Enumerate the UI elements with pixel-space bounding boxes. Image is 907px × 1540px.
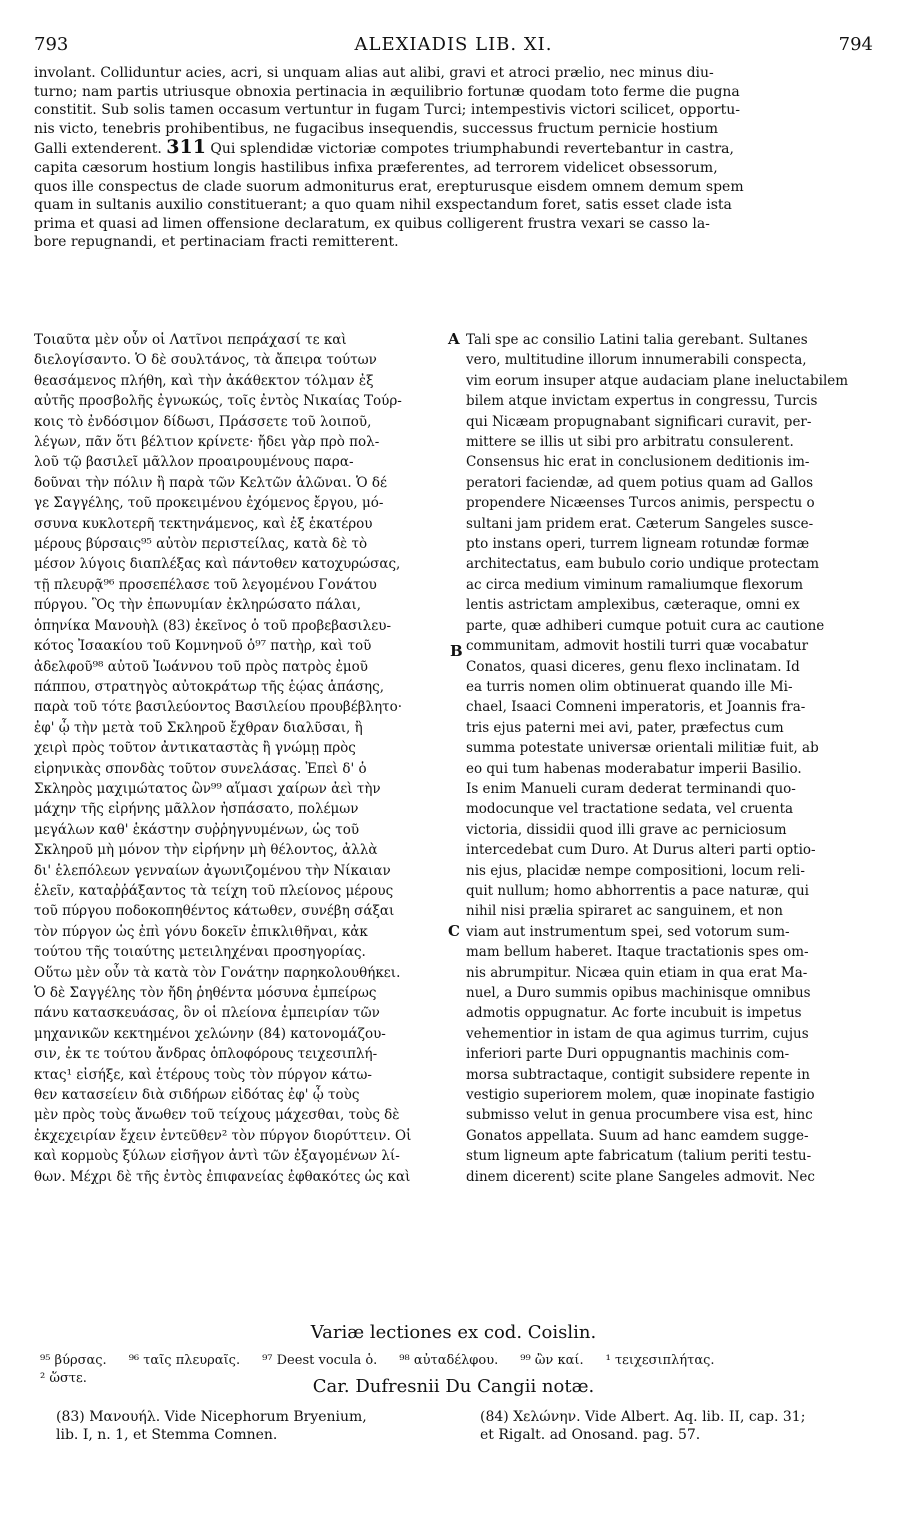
greek-line: Τοιαῦτα μὲν οὖν οἱ Λατῖνοι πεπράχασί τε καὶ bbox=[34, 332, 347, 348]
top-line: constitit. Sub solis tamen occasum vertuntur in fugam Turci; intempestivis victori scilicet, opportu- bbox=[34, 102, 740, 119]
top-line-with-marker bbox=[34, 138, 872, 159]
greek-line: θων. Μέχρι δὲ τῆς ἐντὸς ἐπιφανείας ἐφθακότες ὡς καὶ bbox=[34, 1168, 411, 1185]
variant-readings-line bbox=[40, 1352, 870, 1370]
running-title: ALEXIADIS LIB. XI. bbox=[354, 34, 553, 55]
greek-line: παρὰ τοῦ τότε βασιλεύοντος Βασιλείου προυβέβλητο· bbox=[34, 699, 403, 716]
top-line: turno; nam partis utriusque obnoxia pertinacia in æquilibrio fortunæ quodam toto ferme die pugna bbox=[34, 83, 740, 100]
latin-line: peratori faciendæ, ad quem potius quam ad Gallos bbox=[466, 474, 814, 491]
latin-line: vero, multitudine illorum innumerabili conspecta, bbox=[466, 352, 807, 369]
greek-line: μάχην τῆς εἰρήνης μᾶλλον ἠσπάσατο, πολέμων bbox=[34, 801, 359, 818]
greek-line: ἐφ' ᾧ τὴν μετὰ τοῦ Σκληροῦ ἔχθραν διαλῦσαι, ἢ bbox=[34, 719, 363, 736]
greek-line: μεγάλων καθ' ἑκάστην συῤῥηγνυμένων, ὡς τοῦ bbox=[34, 821, 360, 838]
top-line: bore repugnandi, et pertinaciam fracti remitterent. bbox=[34, 234, 399, 251]
greek-line: ἀδελφοῦ⁹⁸ αὐτοῦ Ἰωάννου τοῦ πρὸς πατρὸς ἐμοῦ bbox=[34, 658, 368, 675]
greek-line: μέρους βύρσαις⁹⁵ αὐτὸν περιστείλας, κατὰ δὲ τὸ bbox=[34, 536, 368, 553]
greek-line: τὸν πύργον ὡς ἐπὶ γόνυ δοκεῖν ἐπικλιθῆναι, κἀκ bbox=[34, 923, 368, 940]
greek-line: διελογίσαντο. Ὁ δὲ σουλτάνος, τὰ ἄπειρα τούτων bbox=[34, 352, 377, 369]
note-line: et Rigalt. ad Onosand. pag. 57. bbox=[480, 1427, 701, 1443]
greek-line: κοις τὸ ἐνδόσιμον δίδωσι, Πράσσετε τοῦ λοιποῦ, bbox=[34, 413, 372, 430]
latin-line: intercedebat cum Duro. At Durus alteri parti optio- bbox=[466, 842, 816, 859]
margin-letter-b: B bbox=[450, 642, 463, 660]
latin-line: qui Nicæam propugnabant significari curavit, per- bbox=[466, 413, 812, 430]
variant-item: ⁹⁶ ταῖς πλευραῖς. bbox=[128, 1353, 241, 1368]
greek-line: λέγων, πᾶν ὅτι βέλτιον κρίνετε· ἤδει γὰρ πρὸ πολ- bbox=[34, 434, 380, 451]
greek-line: λοῦ τῷ βασιλεῖ μᾶλλον προαιρουμένους παρα- bbox=[34, 454, 354, 471]
note-84 bbox=[480, 1408, 880, 1444]
greek-text-column bbox=[34, 330, 442, 1187]
top-line: nis victo, tenebris prohibentibus, ne fugacibus insequendis, successus fructum pernicie hostium bbox=[34, 120, 719, 137]
note-line: (84) Χελώνην. Vide Albert. Aq. lib. II, cap. 31; bbox=[480, 1409, 806, 1425]
latin-line: chael, Isaaci Comneni imperatoris, et Joannis fra- bbox=[466, 699, 806, 716]
latin-line: eo qui tum habenas moderabatur imperii Basilio. bbox=[466, 760, 802, 777]
greek-line: τῇ πλευρᾷ⁹⁶ προσεπέλασε τοῦ λεγομένου Γονάτου bbox=[34, 576, 377, 593]
latin-line: vim eorum insuper atque audaciam plane ineluctabilem bbox=[466, 372, 849, 389]
margin-letter-a: A bbox=[448, 330, 460, 348]
latin-line: vehementior in istam de qua agimus turrim, cujus bbox=[466, 1025, 809, 1042]
latin-line: architectatus, eam bubulo corio undique protectam bbox=[466, 556, 820, 573]
greek-line: κτας¹ εἰσήξε, καὶ ἑτέρους τοὺς τὸν πύργον κάτω- bbox=[34, 1066, 372, 1083]
margin-letter-c: C bbox=[448, 922, 460, 940]
greek-line: εἰρηνικὰς σπονδὰς τοῦτον συνελάσας. Ἐπεὶ δ' ὁ bbox=[34, 760, 367, 777]
top-line: quos ille conspectus de clade suorum admoniturus erat, erepturusque eisdem omnem demum spem bbox=[34, 178, 744, 195]
greek-line: χειρὶ πρὸς τοῦτον ἀντικαταστὰς ἢ γνώμῃ πρὸς bbox=[34, 740, 356, 757]
latin-line: summa potestate universæ orientali militiæ fuit, ab bbox=[466, 740, 819, 757]
top-line: prima et quasi ad limen offensione declaratum, ex quibus colligerent frustra vexari se casso la- bbox=[34, 215, 710, 232]
latin-line: propendere Nicæenses Turcos animis, perspectu o bbox=[466, 495, 815, 512]
greek-line: πύργου. Ὃς τὴν ἐπωνυμίαν ἐκληρώσατο πάλαι, bbox=[34, 597, 362, 614]
greek-line: μέσον λύγοις διαπλέξας καὶ πάντοθεν κατοχυρώσας, bbox=[34, 556, 401, 573]
notes-title: Car. Dufresnii Du Cangii notæ. bbox=[312, 1376, 595, 1397]
latin-line: mittere se illis ut sibi pro arbitratu consulerent. bbox=[466, 434, 794, 451]
greek-line: Σκληρὸς μαχιμώτατος ὢν⁹⁹ αἵμασι χαίρων ἀεὶ τὴν bbox=[34, 780, 381, 797]
latin-line: Is enim Manueli curam dederat terminandi quo- bbox=[466, 780, 796, 797]
latin-line: inferiori parte Duri oppugnantis machinis com- bbox=[466, 1046, 790, 1063]
greek-line: καὶ κορμοὺς ξύλων εἰσῆγον ἀντὶ τῶν ἐξαγομένων λί- bbox=[34, 1148, 400, 1165]
greek-line: σσυνα κυκλοτερῆ τεκτηνάμενος, καὶ ἐξ ἑκατέρου bbox=[34, 515, 373, 532]
greek-line: πάνυ κατασκευάσας, ὃν οἱ πλείονα ἐμπειρίαν τῶν bbox=[34, 1005, 380, 1022]
latin-line: bilem atque invictam expertus in congressu, Turcis bbox=[466, 393, 818, 410]
variant-item: ¹ τειχεσιπλήτας. bbox=[605, 1353, 715, 1368]
greek-line: σιν, ἐκ τε τούτου ἄνδρας ὁπλοφόρους τειχεσιπλή- bbox=[34, 1046, 378, 1063]
latin-text-column bbox=[466, 330, 872, 1187]
greek-line: γε Σαγγέλης, τοῦ προκειμένου ἐχόμενος ἔργου, μό- bbox=[34, 495, 384, 512]
top-latin-paragraph bbox=[34, 64, 872, 252]
page-number-left: 793 bbox=[34, 34, 69, 55]
variant-item: ⁹⁵ βύρσας. bbox=[40, 1353, 107, 1368]
variant-item: ⁹⁸ αὐταδέλφου. bbox=[399, 1353, 499, 1368]
note-line: lib. I, n. 1, et Stemma Comnen. bbox=[56, 1427, 278, 1443]
latin-line: dinem dicerent) scite plane Sangeles admovit. Nec bbox=[466, 1168, 815, 1185]
greek-line: Οὕτω μὲν οὖν τὰ κατὰ τὸν Γονάτην παρηκολουθήκει. bbox=[34, 964, 401, 981]
top-line: capita cæsorum hostium longis hastilibus infixa præferentes, ad terrorem videlicet obsessorum, bbox=[34, 159, 718, 176]
latin-line: stum ligneum apte fabricatum (talium periti testu- bbox=[466, 1148, 812, 1165]
note-83 bbox=[56, 1408, 456, 1444]
latin-line: modocunque vel tractatione sedata, vel cruenta bbox=[466, 801, 794, 818]
page-header bbox=[34, 34, 873, 58]
section-marker: 311 bbox=[166, 138, 206, 159]
latin-line: nuel, a Duro summis opibus machinisque omnibus bbox=[466, 985, 811, 1001]
latin-line: ac circa medium viminum ramaliumque flexorum bbox=[466, 576, 803, 593]
latin-line: ea turris nomen olim obtinuerat quando ille Mi- bbox=[466, 678, 793, 695]
greek-line: πάππου, στρατηγὸς αὐτοκράτωρ τῆς ἑῴας ἁπάσης, bbox=[34, 678, 384, 695]
latin-line: pto instans operi, turrem ligneam rotundæ formæ bbox=[466, 536, 810, 553]
variant-item: ² ὥστε. bbox=[40, 1371, 87, 1386]
greek-line: ὁπηνίκα Μανουὴλ (83) ἐκεῖνος ὁ τοῦ προβεβασιλευ- bbox=[34, 617, 392, 634]
latin-line: Tali spe ac consilio Latini talia gerebant. Sultanes bbox=[466, 332, 808, 348]
latin-line: admotis oppugnatur. Ac forte incubuit is impetus bbox=[466, 1005, 802, 1022]
greek-line: δοῦναι τὴν πόλιν ἢ παρὰ τῶν Κελτῶν ἁλῶναι. Ὁ δέ bbox=[34, 474, 387, 491]
greek-line: Σκληροῦ μὴ μόνον τὴν εἰρήνην μὴ θέλοντος, ἀλλὰ bbox=[34, 842, 378, 859]
greek-line: τούτου τῆς τοιαύτης μετειληχέναι προσηγορίας. bbox=[34, 944, 366, 961]
variant-item: ⁹⁷ Deest vocula ὁ. bbox=[262, 1353, 378, 1368]
latin-line: nihil nisi prælia spiraret ac sanguinem, et non bbox=[466, 903, 784, 920]
latin-line: mam bellum haberet. Itaque tractationis spes om- bbox=[466, 944, 809, 961]
top-line: quam in sultanis auxilio constituerant; a quo quam nihil exspectandum foret, satis esset clade ista bbox=[34, 197, 732, 214]
top-line-prefix: Galli extenderent. bbox=[34, 141, 162, 158]
latin-line: morsa subtractaque, contigit subsidere repente in bbox=[466, 1066, 810, 1083]
page-number-right: 794 bbox=[838, 34, 873, 55]
greek-line: θεν κατασείειν διὰ σιδήρων εἰδότας ἐφ' ᾧ τοὺς bbox=[34, 1087, 360, 1104]
greek-line: ἑλεῖν, καταῤῥάξαντος τὰ τείχη τοῦ πλείονος μέρους bbox=[34, 882, 394, 899]
latin-line: communitam, admovit hostili turri quæ vocabatur bbox=[466, 638, 809, 655]
note-line: (83) Μανουήλ. Vide Nicephorum Bryenium, bbox=[56, 1409, 367, 1425]
latin-line: quit nullum; homo abhorrentis a pace naturæ, qui bbox=[466, 882, 809, 899]
latin-line: parte, quæ adhiberi cumque potuit cura ac cautione bbox=[466, 617, 825, 634]
greek-line: αὐτῆς προσβολῆς ἐγνωκώς, τοῖς ἐντὸς Νικαίας Τούρ- bbox=[34, 393, 402, 410]
latin-line: submisso velut in genua procumbere visa est, hinc bbox=[466, 1107, 813, 1124]
greek-line: τοῦ πύργου ποδοκοπηθέντος κάτωθεν, συνέβη σάξαι bbox=[34, 903, 395, 920]
variants-title: Variæ lectiones ex cod. Coislin. bbox=[310, 1322, 597, 1343]
latin-line: tris ejus paterni mei avi, pater, præfectus cum bbox=[466, 719, 784, 736]
latin-line: nis abrumpitur. Nicæa quin etiam in qua erat Ma- bbox=[466, 964, 808, 981]
greek-line: δι' ἑλεπόλεων γενναίων ἀγωνιζομένου τὴν Νίκαιαν bbox=[34, 862, 391, 879]
top-line-suffix: Qui splendidæ victoriæ compotes triumphabundi revertebantur in castra, bbox=[210, 141, 734, 158]
latin-line: victoria, dissidii quod illi grave ac perniciosum bbox=[466, 821, 787, 838]
greek-line: ἐκχεχειρίαν ἔχειν ἐντεῦθεν² τὸν πύργον διορύττειν. Οἱ bbox=[34, 1127, 412, 1144]
greek-line: θεασάμενος πλήθη, καὶ τὴν ἀκάθεκτον τόλμαν ἐξ bbox=[34, 372, 374, 389]
latin-line: Consensus hic erat in conclusionem deditionis im- bbox=[466, 454, 810, 471]
latin-line: vestigio superiorem molem, quæ inopinate fastigio bbox=[466, 1087, 815, 1104]
latin-line: nis ejus, placidæ nempe compositioni, locum reli- bbox=[466, 862, 805, 879]
greek-line: μηχανικῶν κεκτημένοι χελώνην (84) κατονομάζου- bbox=[34, 1025, 386, 1042]
greek-line: Ὁ δὲ Σαγγέλης τὸν ἤδη ῥηθέντα μόσυνα ἐμπείρως bbox=[34, 985, 377, 1001]
greek-line: κότος Ἰσαακίου τοῦ Κομνηνοῦ ὁ⁹⁷ πατὴρ, καὶ τοῦ bbox=[34, 638, 372, 655]
latin-line: lentis astrictam amplexibus, cæteraque, omni ex bbox=[466, 597, 800, 614]
latin-line: sultani jam pridem erat. Cæterum Sangeles susce- bbox=[466, 515, 814, 532]
latin-line: Gonatos appellata. Suum ad hanc eamdem sugge- bbox=[466, 1127, 809, 1144]
latin-line: Conatos, quasi diceres, genu flexo inclinatam. Id bbox=[466, 658, 800, 675]
greek-line: μὲν πρὸς τοὺς ἄνωθεν τοῦ τείχους μάχεσθαι, τοὺς δὲ bbox=[34, 1107, 400, 1124]
top-line: involant. Colliduntur acies, acri, si unquam alias aut alibi, gravi et atroci prælio, nec minus diu- bbox=[34, 65, 714, 81]
latin-line: viam aut instrumentum spei, sed votorum sum- bbox=[466, 923, 790, 940]
variant-item: ⁹⁹ ὢν καί. bbox=[520, 1353, 584, 1368]
